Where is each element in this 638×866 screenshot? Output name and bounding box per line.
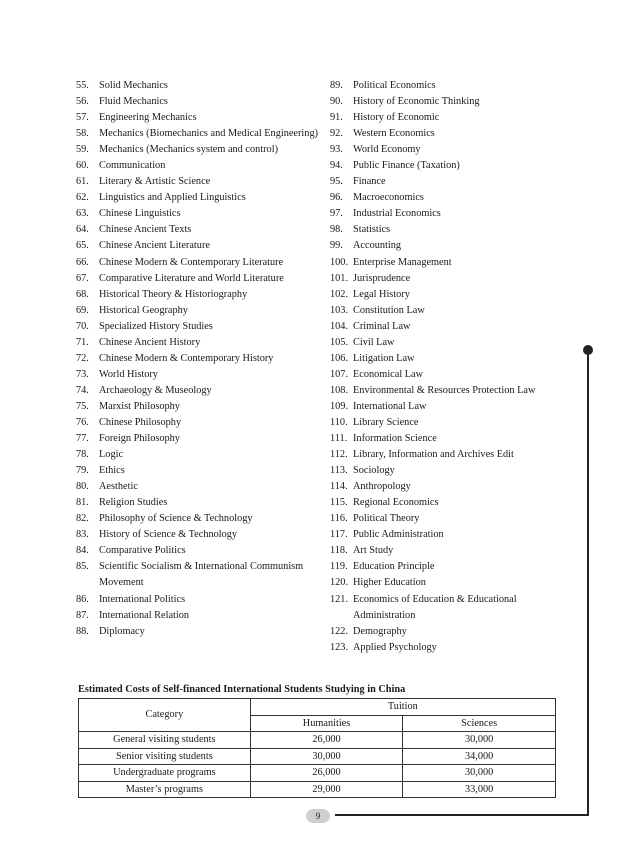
item-number: 101.: [330, 272, 349, 284]
item-number: 116.: [330, 513, 348, 525]
item-number: 114.: [330, 481, 348, 493]
item-text: Finance: [353, 176, 386, 188]
item-number: 84.: [76, 545, 89, 557]
item-text: Linguistics and Applied Linguistics: [99, 192, 246, 204]
list-item: [330, 479, 580, 495]
item-text: Litigation Law: [353, 352, 415, 364]
list-item: [330, 367, 580, 383]
item-number: 66.: [76, 256, 89, 268]
item-number: 123.: [330, 641, 349, 653]
list-item: [76, 447, 326, 463]
list-item: [330, 142, 580, 158]
item-text: Library Science: [353, 416, 419, 428]
list-item: [76, 511, 326, 527]
item-number: 75.: [76, 400, 89, 412]
header-sciences: Sciences: [403, 715, 556, 732]
item-text: Comparative Politics: [99, 545, 186, 557]
table-row: [79, 748, 556, 765]
item-number: 83.: [76, 529, 89, 541]
item-number: 110.: [330, 416, 348, 428]
item-text: Mechanics (Biomechanics and Medical Engineering): [99, 128, 319, 140]
list-item: [330, 383, 580, 399]
cell-category: Senior visiting students: [79, 748, 251, 765]
list-item: [76, 303, 326, 319]
table-row: [79, 732, 556, 749]
item-number: 92.: [330, 128, 343, 140]
item-text: Engineering Mechanics: [99, 112, 197, 124]
item-text: International Politics: [99, 593, 186, 605]
list-item: [330, 592, 580, 624]
item-text: World History: [99, 368, 158, 380]
list-item: [330, 527, 580, 543]
list-item: [330, 624, 580, 640]
item-number: 111.: [330, 433, 348, 445]
item-number: 102.: [330, 288, 349, 300]
item-text: Religion Studies: [99, 497, 168, 509]
cell-category: Master’s programs: [79, 781, 251, 798]
item-number: 73.: [76, 368, 89, 380]
list-item: [76, 543, 326, 559]
item-number: 61.: [76, 176, 89, 188]
list-item: [330, 640, 580, 656]
list-item: [330, 222, 580, 238]
item-number: 62.: [76, 192, 89, 204]
page-number: 9: [306, 809, 330, 823]
item-text: Logic: [99, 449, 124, 461]
list-item: [330, 190, 580, 206]
item-text: Industrial Economics: [353, 208, 441, 220]
list-item: [330, 287, 580, 303]
item-number: 70.: [76, 320, 89, 332]
item-number: 99.: [330, 240, 343, 252]
list-item: [76, 335, 326, 351]
frame-vertical-line: [587, 350, 589, 816]
cell-sciences: 30,000: [403, 732, 556, 749]
list-item: [330, 255, 580, 271]
list-item: [330, 94, 580, 110]
item-number: 89.: [330, 80, 343, 91]
item-text: Public Finance (Taxation): [353, 160, 460, 172]
item-number: 69.: [76, 304, 89, 316]
list-item: [76, 255, 326, 271]
list-item: [330, 543, 580, 559]
item-number: 94.: [330, 160, 343, 172]
item-number: 98.: [330, 224, 343, 236]
costs-table: [78, 698, 556, 798]
item-number: 85.: [76, 561, 89, 573]
item-number: 118.: [330, 545, 348, 557]
list-item: [76, 399, 326, 415]
item-text: Historical Geography: [99, 304, 188, 316]
cell-humanities: 30,000: [250, 748, 403, 765]
item-number: 119.: [330, 561, 348, 573]
list-item: [76, 287, 326, 303]
item-text: Applied Psychology: [353, 641, 437, 653]
list-item: [76, 495, 326, 511]
item-text: Foreign Philosophy: [99, 433, 180, 445]
list-item: [76, 174, 326, 190]
cell-category: General visiting students: [79, 732, 251, 749]
item-text: Constitution Law: [353, 304, 425, 316]
item-number: 120.: [330, 577, 349, 589]
list-item: [76, 431, 326, 447]
item-text: Public Administration: [353, 529, 444, 541]
item-number: 108.: [330, 384, 349, 396]
item-text: Jurisprudence: [353, 272, 411, 284]
list-item: [330, 399, 580, 415]
item-number: 78.: [76, 449, 89, 461]
item-number: 57.: [76, 112, 89, 124]
item-number: 65.: [76, 240, 89, 252]
item-text: Environmental & Resources Protection Law: [353, 384, 536, 396]
item-text: Enterprise Management: [353, 256, 452, 268]
item-text: Sociology: [353, 465, 395, 477]
item-number: 59.: [76, 144, 89, 156]
list-item: [76, 158, 326, 174]
list-item: [330, 511, 580, 527]
item-number: 93.: [330, 144, 343, 156]
item-text: Economics of Education & Educational Administration: [353, 593, 517, 621]
item-number: 67.: [76, 272, 89, 284]
item-text: Comparative Literature and World Literature: [99, 272, 284, 284]
item-text: Anthropology: [353, 481, 411, 493]
list-item: [76, 206, 326, 222]
list-item: [330, 303, 580, 319]
item-text: Solid Mechanics: [99, 80, 168, 91]
item-text: Chinese Philosophy: [99, 416, 182, 428]
right-major-list: [330, 78, 580, 656]
cell-humanities: 26,000: [250, 732, 403, 749]
list-item: [330, 174, 580, 190]
item-number: 117.: [330, 529, 348, 541]
item-number: 100.: [330, 256, 349, 268]
item-text: History of Science & Technology: [99, 529, 238, 541]
item-text: Fluid Mechanics: [99, 96, 168, 108]
item-text: Western Economics: [353, 128, 435, 140]
list-item: [330, 495, 580, 511]
item-text: Specialized History Studies: [99, 320, 213, 332]
item-text: Art Study: [353, 545, 394, 557]
cell-category: Undergraduate programs: [79, 765, 251, 782]
item-text: Ethics: [99, 465, 125, 477]
item-number: 60.: [76, 160, 89, 172]
item-text: Archaeology & Museology: [99, 384, 212, 396]
item-text: Higher Education: [353, 577, 426, 589]
list-item: [330, 271, 580, 287]
item-number: 82.: [76, 513, 89, 525]
item-text: Information Science: [353, 433, 437, 445]
list-item: [76, 110, 326, 126]
item-number: 122.: [330, 625, 349, 637]
item-number: 86.: [76, 593, 89, 605]
left-major-list: [76, 78, 326, 640]
item-text: Accounting: [353, 240, 402, 252]
list-item: [76, 78, 326, 94]
list-item: [76, 463, 326, 479]
list-item: [76, 271, 326, 287]
list-item: [330, 238, 580, 254]
item-text: Scientific Socialism & International Communism Movement: [99, 561, 304, 589]
list-item: [76, 592, 326, 608]
item-text: Criminal Law: [353, 320, 411, 332]
item-number: 58.: [76, 128, 89, 140]
item-number: 105.: [330, 336, 349, 348]
list-item: [330, 351, 580, 367]
item-text: Political Economics: [353, 80, 436, 91]
list-item: [330, 110, 580, 126]
list-item: [330, 559, 580, 575]
item-number: 95.: [330, 176, 343, 188]
item-text: Legal History: [353, 288, 410, 300]
table-row: [79, 781, 556, 798]
table-title: Estimated Costs of Self-financed International Students Studying in China: [78, 684, 406, 695]
item-number: 76.: [76, 416, 89, 428]
item-text: World Economy: [353, 144, 421, 156]
item-number: 88.: [76, 625, 89, 637]
list-item: [76, 351, 326, 367]
item-text: Marxist Philosophy: [99, 400, 180, 412]
item-number: 72.: [76, 352, 89, 364]
item-text: Historical Theory & Historiography: [99, 288, 248, 300]
header-tuition: Tuition: [250, 699, 555, 716]
item-number: 106.: [330, 352, 349, 364]
item-number: 56.: [76, 96, 89, 108]
item-text: Mechanics (Mechanics system and control): [99, 144, 278, 156]
cell-sciences: 30,000: [403, 765, 556, 782]
list-item: [76, 94, 326, 110]
item-text: Economical Law: [353, 368, 424, 380]
frame-horizontal-line: [335, 814, 589, 816]
list-item: [330, 335, 580, 351]
item-text: Chinese Linguistics: [99, 208, 181, 220]
item-text: Diplomacy: [99, 625, 145, 637]
list-item: [76, 367, 326, 383]
header-humanities: Humanities: [250, 715, 403, 732]
item-text: History of Economic Thinking: [353, 96, 480, 108]
item-text: Philosophy of Science & Technology: [99, 513, 253, 525]
item-number: 107.: [330, 368, 349, 380]
list-item: [330, 78, 580, 94]
list-item: [330, 447, 580, 463]
item-text: International Law: [353, 400, 427, 412]
item-text: Chinese Ancient Literature: [99, 240, 210, 252]
item-number: 79.: [76, 465, 89, 477]
list-item: [76, 142, 326, 158]
item-number: 87.: [76, 609, 89, 621]
cell-sciences: 34,000: [403, 748, 556, 765]
item-number: 80.: [76, 481, 89, 493]
list-item: [76, 479, 326, 495]
list-item: [76, 608, 326, 624]
item-number: 104.: [330, 320, 349, 332]
list-item: [330, 575, 580, 591]
list-item: [76, 319, 326, 335]
list-item: [76, 527, 326, 543]
item-text: Demography: [353, 625, 407, 637]
list-item: [330, 319, 580, 335]
cell-humanities: 26,000: [250, 765, 403, 782]
item-text: Library, Information and Archives Edit: [353, 449, 514, 461]
item-number: 71.: [76, 336, 89, 348]
item-text: Political Theory: [353, 513, 420, 525]
item-number: 55.: [76, 80, 89, 91]
item-text: International Relation: [99, 609, 190, 621]
item-text: Chinese Ancient History: [99, 336, 201, 348]
item-text: Aesthetic: [99, 481, 138, 493]
item-number: 113.: [330, 465, 348, 477]
list-item: [76, 559, 326, 591]
list-item: [76, 126, 326, 142]
item-number: 112.: [330, 449, 348, 461]
list-item: [330, 158, 580, 174]
item-text: History of Economic: [353, 112, 440, 124]
table-row: [79, 765, 556, 782]
list-item: [76, 415, 326, 431]
item-number: 97.: [330, 208, 343, 220]
item-number: 109.: [330, 400, 349, 412]
item-text: Regional Economics: [353, 497, 439, 509]
cell-humanities: 29,000: [250, 781, 403, 798]
item-text: Macroeconomics: [353, 192, 424, 204]
list-item: [76, 624, 326, 640]
list-item: [76, 222, 326, 238]
item-text: Communication: [99, 160, 166, 172]
cell-sciences: 33,000: [403, 781, 556, 798]
item-text: Civil Law: [353, 336, 395, 348]
item-text: Literary & Artistic Science: [99, 176, 211, 188]
header-category: Category: [79, 699, 251, 732]
item-number: 90.: [330, 96, 343, 108]
item-number: 115.: [330, 497, 348, 509]
list-item: [76, 383, 326, 399]
item-number: 81.: [76, 497, 89, 509]
item-number: 103.: [330, 304, 349, 316]
item-text: Statistics: [353, 224, 391, 236]
list-item: [330, 126, 580, 142]
item-text: Education Principle: [353, 561, 435, 573]
list-item: [330, 415, 580, 431]
item-text: Chinese Ancient Texts: [99, 224, 192, 236]
list-item: [330, 206, 580, 222]
item-text: Chinese Modern & Contemporary History: [99, 352, 274, 364]
item-text: Chinese Modern & Contemporary Literature: [99, 256, 284, 268]
item-number: 91.: [330, 112, 343, 124]
list-item: [330, 463, 580, 479]
item-number: 96.: [330, 192, 343, 204]
item-number: 64.: [76, 224, 89, 236]
item-number: 121.: [330, 593, 349, 605]
item-number: 63.: [76, 208, 89, 220]
list-item: [330, 431, 580, 447]
item-number: 68.: [76, 288, 89, 300]
list-item: [76, 238, 326, 254]
item-number: 77.: [76, 433, 89, 445]
item-number: 74.: [76, 384, 89, 396]
list-item: [76, 190, 326, 206]
